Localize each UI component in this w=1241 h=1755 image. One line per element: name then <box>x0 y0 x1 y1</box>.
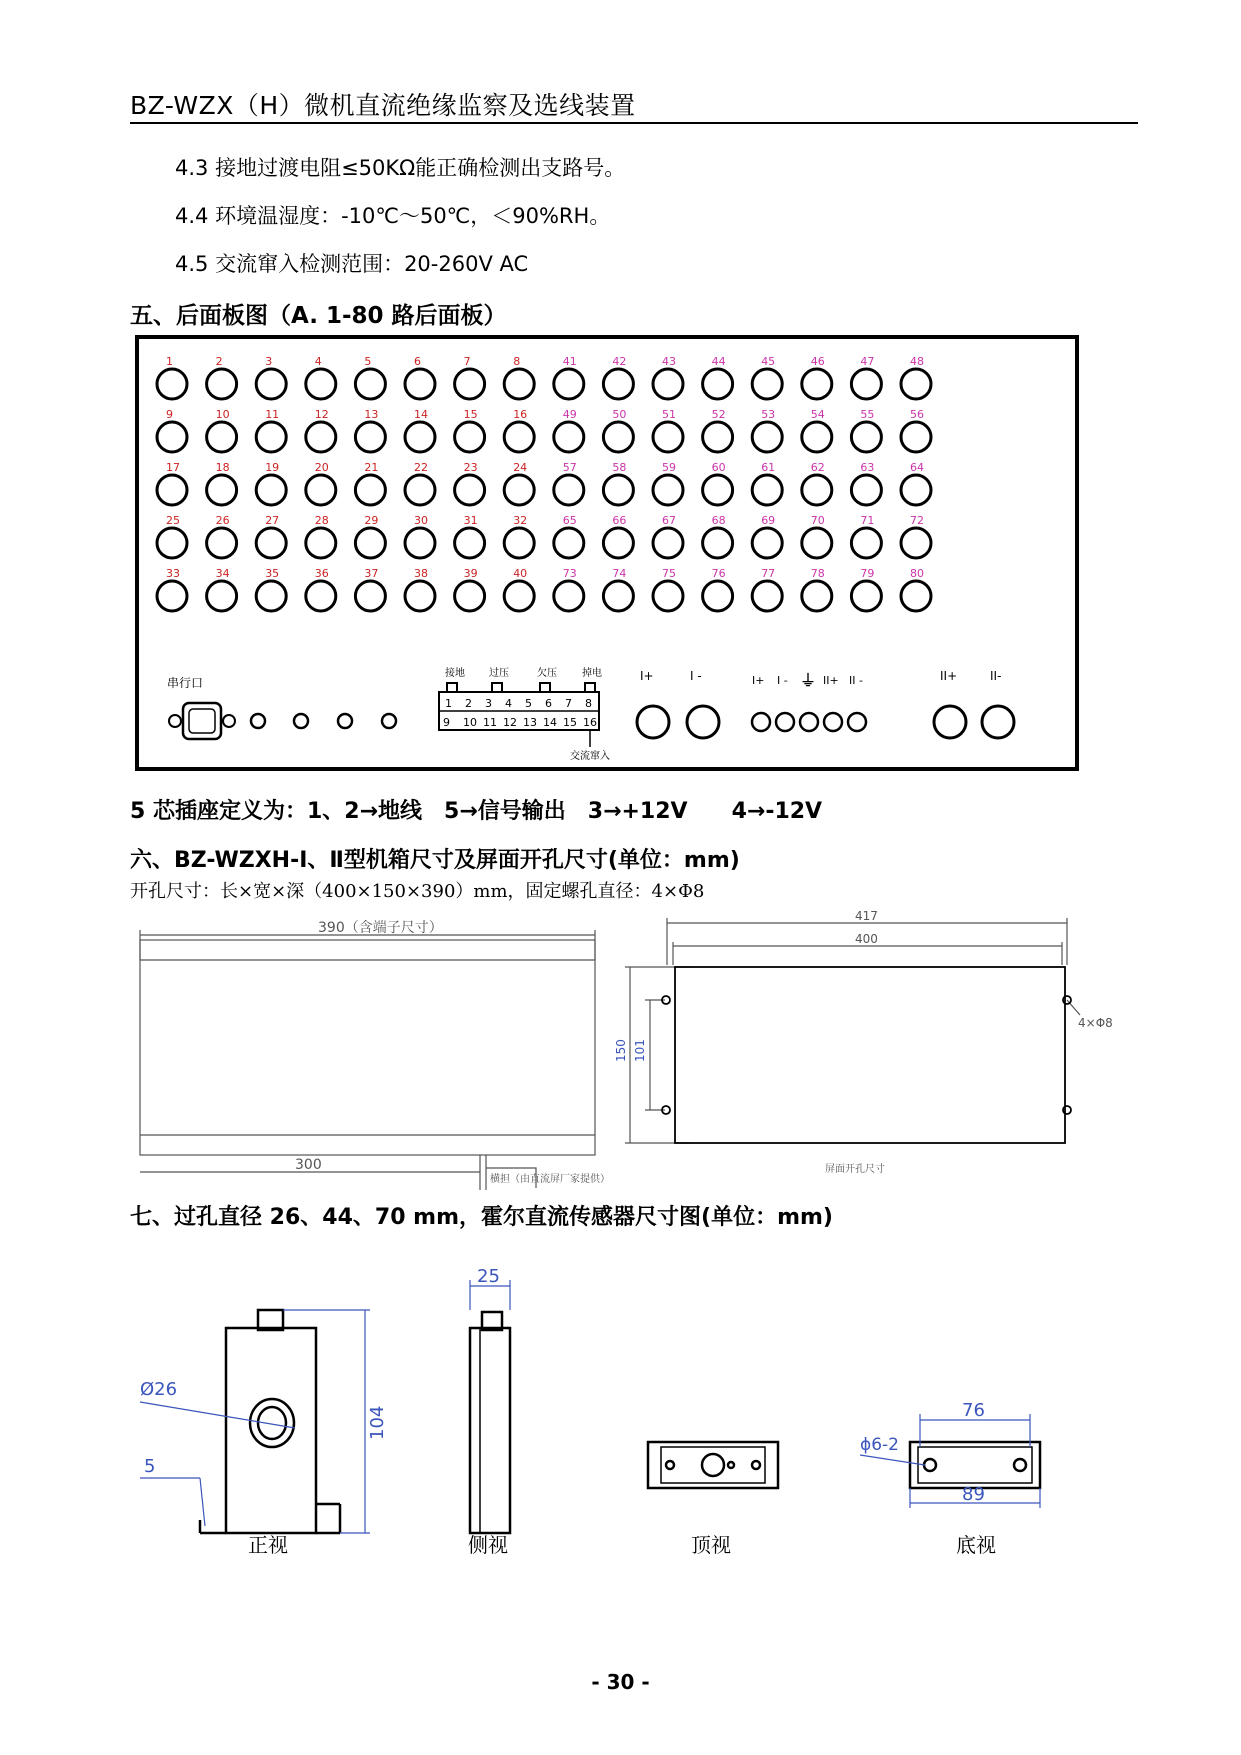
channel-label: 10 <box>215 408 230 421</box>
channel-socket <box>504 528 534 558</box>
channel-label: 66 <box>612 514 627 527</box>
terminal-number: 6 <box>545 697 552 710</box>
channel-socket <box>157 369 187 399</box>
channel-socket <box>207 369 237 399</box>
channel-socket <box>207 528 237 558</box>
channel-label: 33 <box>166 567 180 580</box>
page-number: - 30 - <box>591 1670 650 1694</box>
channel-label: 44 <box>711 355 726 368</box>
channel-label: 43 <box>662 355 676 368</box>
terminal-number: 8 <box>585 697 592 710</box>
ac-intrusion-label: 交流窜入 <box>570 751 610 762</box>
sensor-bottom-view <box>910 1442 1040 1488</box>
channel-socket <box>752 475 782 505</box>
channel-socket <box>802 528 832 558</box>
cabinet-dimension-diagram <box>130 910 1130 1190</box>
channel-label: 36 <box>314 567 329 580</box>
cutout-height-inner: 101 <box>633 1039 647 1062</box>
channel-label: 51 <box>662 408 676 421</box>
section5-title: 五、后面板图（A. 1-80 路后面板） <box>130 303 507 329</box>
channel-socket <box>752 581 782 611</box>
channel-label: 16 <box>513 408 528 421</box>
channel-socket <box>256 369 286 399</box>
channel-label: 52 <box>711 408 726 421</box>
channel-socket <box>901 369 931 399</box>
channel-label: 47 <box>860 355 875 368</box>
channel-socket <box>306 369 336 399</box>
channel-label: 70 <box>810 514 825 527</box>
g3-label-plus: II+ <box>940 669 958 683</box>
channel-label: 72 <box>910 514 924 527</box>
channel-socket <box>901 422 931 452</box>
channel-label: 27 <box>265 514 280 527</box>
terminal-number: 3 <box>485 697 492 710</box>
channel-label: 5 <box>364 355 372 368</box>
terminal-number: 4 <box>505 697 512 710</box>
five-pin-note: 5 芯插座定义为：1、2→地线 5→信号输出 3→+12V 4→-12V <box>130 799 823 824</box>
channel-socket <box>157 475 187 505</box>
channel-socket <box>752 369 782 399</box>
channel-socket <box>851 422 881 452</box>
terminal-number: 9 <box>443 716 450 729</box>
channel-socket <box>455 475 485 505</box>
channel-label: 73 <box>562 567 577 580</box>
channel-socket <box>603 581 633 611</box>
channel-label: 12 <box>314 408 329 421</box>
side-width-dim: 25 <box>477 1266 500 1287</box>
channel-socket <box>207 422 237 452</box>
cabinet-rail-note: 横担（由直流屏厂家提供） <box>490 1174 610 1185</box>
g1-plus-socket <box>637 706 669 738</box>
header-rule <box>130 122 1138 124</box>
side-caption: 侧视 <box>468 1533 508 1557</box>
channel-socket <box>207 581 237 611</box>
channel-label: 6 <box>414 355 421 368</box>
channel-socket <box>802 422 832 452</box>
bottom-inner-dim: 76 <box>962 1400 985 1421</box>
terminal-number: 2 <box>465 697 472 710</box>
channel-socket <box>355 528 385 558</box>
channel-label: 71 <box>860 514 875 527</box>
channel-label: 74 <box>612 567 627 580</box>
channel-label: 17 <box>166 461 180 474</box>
channel-socket <box>653 528 683 558</box>
channel-socket <box>504 422 534 452</box>
channel-socket <box>851 528 881 558</box>
channel-socket <box>554 422 584 452</box>
channel-socket <box>703 528 733 558</box>
channel-label: 14 <box>414 408 428 421</box>
channel-socket <box>355 369 385 399</box>
channel-label: 75 <box>662 567 676 580</box>
channel-label: 19 <box>265 461 280 474</box>
channel-label: 80 <box>910 567 924 580</box>
channel-label: 23 <box>463 461 478 474</box>
channel-socket <box>554 369 584 399</box>
channel-socket <box>306 581 336 611</box>
channel-socket <box>851 581 881 611</box>
channel-socket <box>455 528 485 558</box>
channel-label: 63 <box>860 461 875 474</box>
channel-label: 9 <box>166 408 173 421</box>
terminal-number: 15 <box>563 716 577 729</box>
top-caption: 顶视 <box>691 1533 731 1557</box>
channel-label: 60 <box>711 461 726 474</box>
relay-label-over: 过压 <box>489 668 509 679</box>
channel-label: 20 <box>314 461 329 474</box>
terminal-number: 5 <box>525 697 532 710</box>
channel-label: 68 <box>711 514 726 527</box>
serial-port-connector <box>169 703 396 739</box>
channel-socket <box>157 581 187 611</box>
channel-label: 69 <box>761 514 776 527</box>
sensor-side-view <box>470 1312 510 1533</box>
channel-label: 67 <box>662 514 676 527</box>
channel-socket <box>653 422 683 452</box>
channel-socket <box>901 581 931 611</box>
channel-socket <box>554 528 584 558</box>
channel-label: 24 <box>513 461 528 474</box>
serial-port-label: 串行口 <box>167 676 204 690</box>
spec-4-4: 4.4 环境温湿度：-10℃～50℃，＜90%RH。 <box>175 204 611 228</box>
channel-label: 64 <box>910 461 924 474</box>
hall-sensor-diagram <box>130 1250 1090 1560</box>
channel-label: 8 <box>513 355 521 368</box>
channel-label: 4 <box>314 355 322 368</box>
channel-socket <box>703 369 733 399</box>
channel-label: 34 <box>215 567 230 580</box>
channel-socket <box>901 528 931 558</box>
channel-label: 53 <box>761 408 776 421</box>
channel-label: 62 <box>810 461 825 474</box>
channel-socket <box>603 369 633 399</box>
channel-label: 50 <box>612 408 627 421</box>
channel-label: 76 <box>711 567 726 580</box>
channel-label: 79 <box>860 567 875 580</box>
relay-label-ground: 接地 <box>445 668 465 679</box>
g2-label-0: I+ <box>752 674 765 687</box>
channel-socket <box>603 475 633 505</box>
channel-socket <box>355 581 385 611</box>
channel-socket <box>851 475 881 505</box>
channel-label: 40 <box>513 567 528 580</box>
terminal-number: 12 <box>503 716 517 729</box>
channel-label: 7 <box>463 355 471 368</box>
channel-label: 37 <box>364 567 379 580</box>
channel-socket <box>355 475 385 505</box>
channel-socket <box>703 422 733 452</box>
channel-label: 31 <box>463 514 478 527</box>
channel-socket <box>554 475 584 505</box>
channel-label: 49 <box>562 408 577 421</box>
channel-label: 1 <box>166 355 173 368</box>
sensor-front-view <box>200 1310 340 1533</box>
cutout-outer-dim: 417 <box>855 910 878 923</box>
terminal-number: 1 <box>445 697 452 710</box>
channel-socket <box>504 369 534 399</box>
channel-label: 38 <box>414 567 428 580</box>
channel-socket <box>157 528 187 558</box>
g1-label-plus: I+ <box>640 669 654 683</box>
channel-socket <box>455 369 485 399</box>
channel-socket <box>802 581 832 611</box>
relay-label-under: 欠压 <box>537 668 557 679</box>
front-dia-dim: Ø26 <box>140 1379 178 1400</box>
terminal-number: 7 <box>565 697 572 710</box>
channel-label: 39 <box>463 567 478 580</box>
channel-socket <box>405 528 435 558</box>
channel-socket <box>405 475 435 505</box>
channel-socket <box>752 422 782 452</box>
mount-holes <box>662 996 1071 1114</box>
rear-panel-diagram <box>135 335 1080 775</box>
g2-sockets <box>752 713 866 731</box>
channel-label: 32 <box>513 514 528 527</box>
g3-minus-socket <box>982 706 1014 738</box>
g2-label-1: I - <box>777 674 788 687</box>
channel-label: 58 <box>612 461 627 474</box>
channel-label: 28 <box>314 514 329 527</box>
cabinet-top-dim: 390（含端子尺寸） <box>318 920 443 936</box>
channel-label: 48 <box>910 355 924 368</box>
channel-socket <box>802 369 832 399</box>
channel-socket <box>207 475 237 505</box>
channel-label: 30 <box>414 514 428 527</box>
section6-subtitle: 开孔尺寸：长×宽×深（400×150×390）mm，固定螺孔直径：4×Φ8 <box>130 881 705 902</box>
channel-socket <box>851 369 881 399</box>
cutout-height-outer: 150 <box>614 1039 628 1062</box>
channel-socket <box>256 581 286 611</box>
section7-title: 七、过孔直径 26、44、70 mm，霍尔直流传感器尺寸图(单位：mm) <box>130 1205 833 1230</box>
bottom-caption: 底视 <box>956 1533 996 1557</box>
channel-label: 46 <box>810 355 825 368</box>
g3-label-minus: II- <box>990 669 1002 683</box>
channel-label: 26 <box>215 514 230 527</box>
bottom-outer-dim: 89 <box>962 1484 985 1505</box>
front-height-dim: 104 <box>367 1405 388 1440</box>
doc-header-title: BZ-WZX（H）微机直流绝缘监察及选线装置 <box>130 91 636 120</box>
spec-4-3: 4.3 接地过渡电阻≤50KΩ能正确检测出支路号。 <box>175 156 626 180</box>
g1-minus-socket <box>687 706 719 738</box>
sensor-top-view <box>648 1442 778 1488</box>
section6-title: 六、BZ-WZXH-Ⅰ、Ⅱ型机箱尺寸及屏面开孔尺寸(单位：mm) <box>130 848 740 873</box>
channel-label: 22 <box>414 461 428 474</box>
channel-label: 65 <box>562 514 577 527</box>
channel-socket <box>603 528 633 558</box>
channel-socket <box>504 581 534 611</box>
terminal-number: 14 <box>543 716 557 729</box>
channel-label: 55 <box>860 408 875 421</box>
channel-socket <box>703 581 733 611</box>
channel-socket <box>752 528 782 558</box>
bottom-hole-dim: ϕ6-2 <box>860 1435 899 1455</box>
channel-label: 11 <box>265 408 280 421</box>
front-base-dim: 5 <box>144 1456 156 1477</box>
channel-label: 18 <box>215 461 230 474</box>
channel-socket <box>554 581 584 611</box>
g3-plus-socket <box>934 706 966 738</box>
channel-label: 57 <box>562 461 577 474</box>
channel-socket <box>653 581 683 611</box>
g2-ground-icon: ⏚ <box>800 671 817 690</box>
panel-cutout-rect <box>675 967 1065 1143</box>
channel-socket <box>703 475 733 505</box>
channel-label: 42 <box>612 355 627 368</box>
channel-label: 25 <box>166 514 180 527</box>
channel-socket <box>405 581 435 611</box>
channel-label: 35 <box>265 567 280 580</box>
channel-label: 45 <box>761 355 776 368</box>
terminal-number: 13 <box>523 716 537 729</box>
channel-socket <box>405 369 435 399</box>
front-caption: 正视 <box>248 1533 288 1557</box>
terminal-number: 10 <box>463 716 477 729</box>
relay-contact-symbols <box>447 683 595 691</box>
channel-socket <box>455 422 485 452</box>
channel-label: 3 <box>265 355 273 368</box>
channel-label: 61 <box>761 461 776 474</box>
channel-label: 78 <box>810 567 825 580</box>
channel-socket <box>802 475 832 505</box>
terminal-number: 16 <box>583 716 597 729</box>
cutout-caption: 屏面开孔尺寸 <box>825 1164 885 1175</box>
cutout-inner-dim: 400 <box>855 932 878 946</box>
relay-label-poweroff: 掉电 <box>582 668 602 679</box>
g2-label-4: II - <box>849 674 863 687</box>
spec-4-5: 4.5 交流窜入检测范围：20-260V AC <box>175 252 529 276</box>
channel-socket <box>256 422 286 452</box>
channel-socket <box>653 475 683 505</box>
channel-label: 29 <box>364 514 379 527</box>
channel-socket <box>306 528 336 558</box>
channel-label: 77 <box>761 567 776 580</box>
g1-label-minus: I - <box>690 669 702 683</box>
channel-label: 54 <box>810 408 825 421</box>
channel-label: 56 <box>910 408 924 421</box>
channel-socket <box>901 475 931 505</box>
channel-socket <box>306 422 336 452</box>
channel-label: 15 <box>463 408 478 421</box>
cabinet-bottom-dim: 300 <box>295 1157 322 1173</box>
hole-spec: 4×Φ8 <box>1078 1016 1113 1030</box>
channel-label: 13 <box>364 408 379 421</box>
channel-label: 41 <box>562 355 577 368</box>
channel-label: 59 <box>662 461 676 474</box>
channel-socket <box>653 369 683 399</box>
channel-socket <box>603 422 633 452</box>
channel-socket <box>306 475 336 505</box>
channel-socket <box>504 475 534 505</box>
terminal-number: 11 <box>483 716 497 729</box>
channel-socket <box>256 475 286 505</box>
channel-socket <box>157 422 187 452</box>
channel-socket <box>455 581 485 611</box>
channel-label: 21 <box>364 461 379 474</box>
channel-socket <box>256 528 286 558</box>
channel-socket <box>405 422 435 452</box>
channel-label: 2 <box>215 355 223 368</box>
channel-socket <box>355 422 385 452</box>
g2-label-3: II+ <box>823 674 839 687</box>
